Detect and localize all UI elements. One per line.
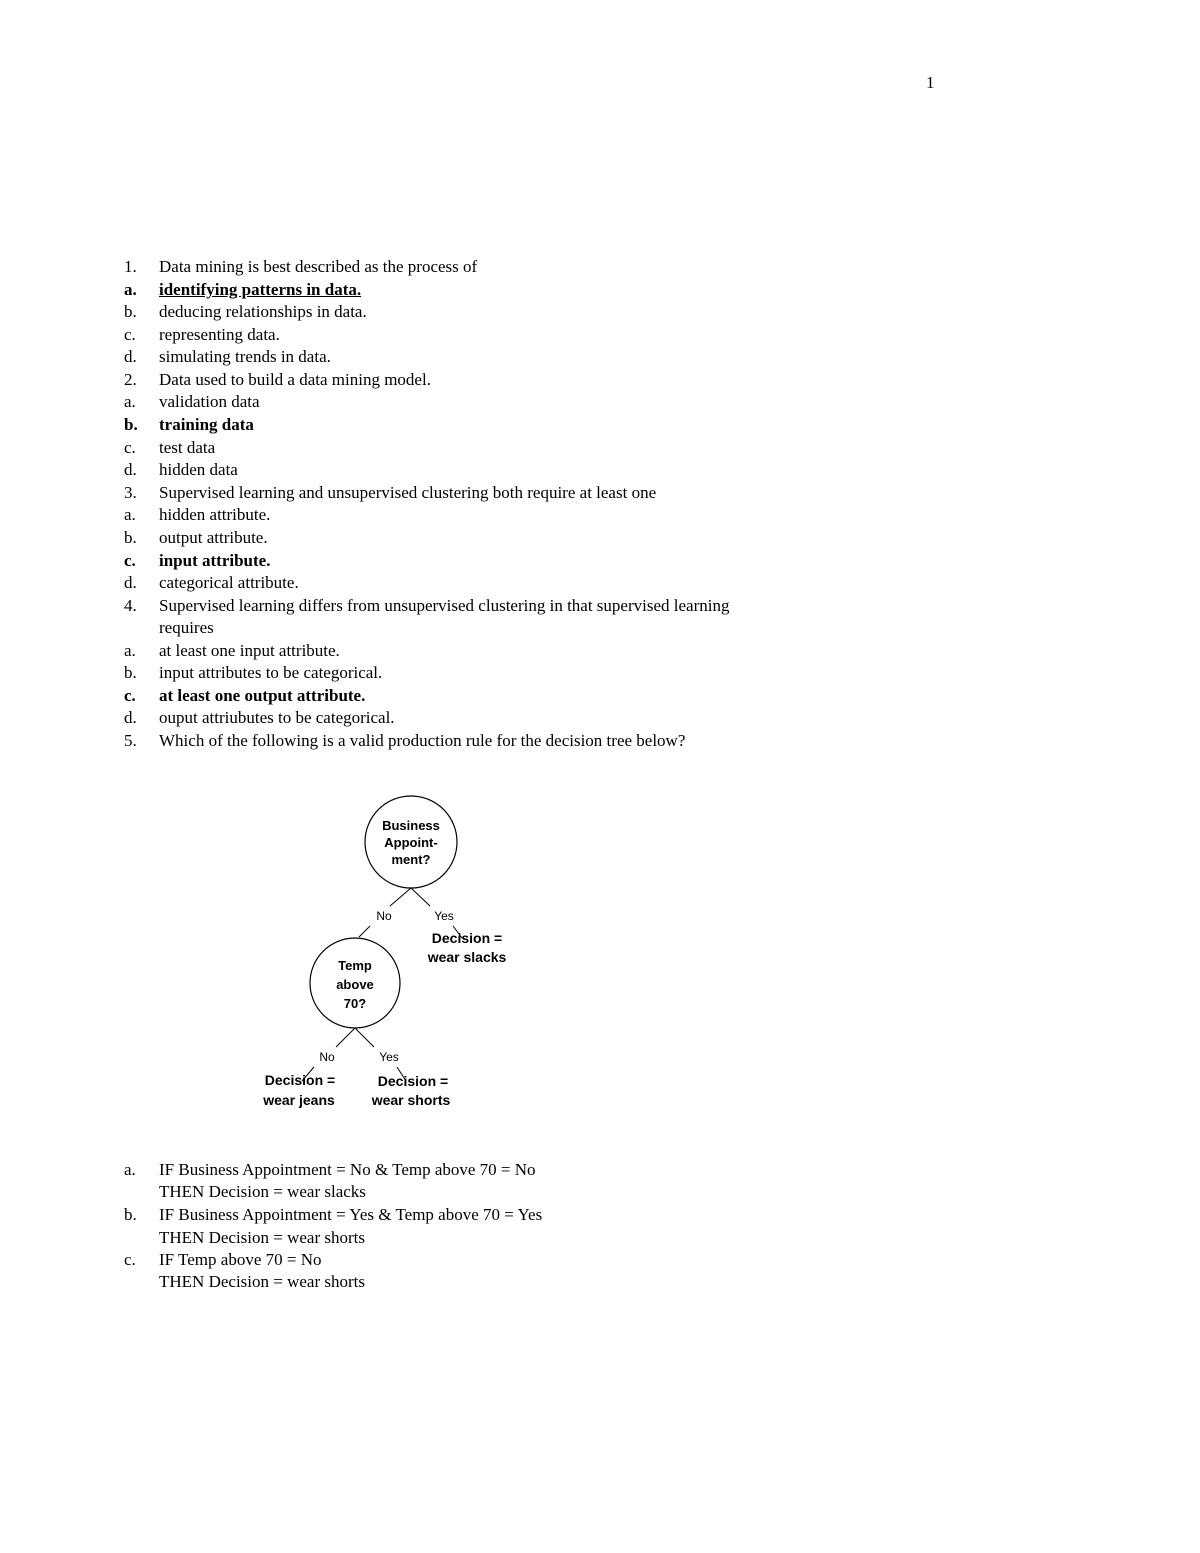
option-text: test data <box>159 438 216 457</box>
root-node-line2: Appoint- <box>384 835 438 850</box>
root-node-line3: ment? <box>391 852 431 867</box>
q5-option-a-line2: THEN Decision = wear slacks <box>159 1182 366 1201</box>
question-text: Supervised learning and unsupervised clustering both require at least one <box>159 483 657 502</box>
temp-node-line2: above <box>336 977 374 992</box>
option-text: IF Business Appointment = Yes & Temp above 70 = Yes <box>159 1205 543 1224</box>
option-label: d. <box>124 573 137 592</box>
temp-no-label: No <box>319 1050 335 1064</box>
option-label: a. <box>124 280 137 299</box>
option-text: ouput attriubutes to be categorical. <box>159 708 395 727</box>
temp-node-line3: 70? <box>343 996 367 1011</box>
leaf-shorts-line1: Decision = <box>377 1073 449 1089</box>
option-label: c. <box>124 686 136 705</box>
option-label: d. <box>124 460 137 479</box>
decision-tree-diagram <box>250 785 530 1115</box>
root-yes-label: Yes <box>434 909 454 923</box>
option-text: hidden attribute. <box>159 505 271 524</box>
temp-node-line1: Temp <box>338 958 372 973</box>
leaf-shorts-line2: wear shorts <box>371 1092 451 1108</box>
option-text: training data <box>159 415 254 434</box>
q5-option-b-line2: THEN Decision = wear shorts <box>159 1228 365 1247</box>
root-no-connector <box>359 926 370 937</box>
option-label: a. <box>124 392 136 411</box>
question-number: 2. <box>124 370 137 389</box>
question-number: 1. <box>124 257 137 276</box>
option-label: a. <box>124 1160 136 1179</box>
option-text: deducing relationships in data. <box>159 302 367 321</box>
question-text: Data used to build a data mining model. <box>159 370 431 389</box>
question-number: 3. <box>124 483 137 502</box>
option-label: b. <box>124 1205 137 1224</box>
page-number: 1 <box>926 73 935 92</box>
option-text: IF Business Appointment = No & Temp above 70 = No <box>159 1160 536 1179</box>
option-label: c. <box>124 551 136 570</box>
option-text: hidden data <box>159 460 238 479</box>
option-label: b. <box>124 415 138 434</box>
root-node-line1: Business <box>382 818 440 833</box>
option-text: at least one output attribute. <box>159 686 366 705</box>
option-text: IF Temp above 70 = No <box>159 1250 322 1269</box>
option-label: c. <box>124 1250 136 1269</box>
option-text: at least one input attribute. <box>159 641 340 660</box>
question-text-continuation: requires <box>159 618 214 637</box>
temp-branch-right <box>355 1028 374 1047</box>
question-text: Data mining is best described as the process of <box>159 257 478 276</box>
leaf-slacks-line2: wear slacks <box>427 949 507 965</box>
option-text: identifying patterns in data. <box>159 280 362 299</box>
root-no-label: No <box>376 909 392 923</box>
question-number: 5. <box>124 731 137 750</box>
option-text: validation data <box>159 392 260 411</box>
option-text: simulating trends in data. <box>159 347 331 366</box>
leaf-jeans-line2: wear jeans <box>263 1092 335 1108</box>
option-label: a. <box>124 505 136 524</box>
option-label: d. <box>124 347 137 366</box>
q5-option-c-line2: THEN Decision = wear shorts <box>159 1272 365 1291</box>
option-label: c. <box>124 438 136 457</box>
leaf-jeans-line1: Decision = <box>264 1072 336 1088</box>
option-text: categorical attribute. <box>159 573 299 592</box>
option-label: b. <box>124 528 137 547</box>
option-label: c. <box>124 325 136 344</box>
option-label: b. <box>124 663 137 682</box>
root-branch-left <box>390 888 411 906</box>
option-text: input attribute. <box>159 551 271 570</box>
question-text: Supervised learning differs from unsupervised clustering in that supervised learning <box>159 596 730 615</box>
question-number: 4. <box>124 596 137 615</box>
leaf-slacks-line1: Decision = <box>431 930 503 946</box>
temp-yes-label: Yes <box>379 1050 399 1064</box>
option-label: d. <box>124 708 137 727</box>
temp-branch-left <box>336 1028 355 1047</box>
option-text: input attributes to be categorical. <box>159 663 383 682</box>
option-text: representing data. <box>159 325 280 344</box>
option-label: a. <box>124 641 136 660</box>
root-branch-right <box>411 888 430 906</box>
option-text: output attribute. <box>159 528 268 547</box>
question-text: Which of the following is a valid production rule for the decision tree below? <box>159 731 686 750</box>
option-label: b. <box>124 302 137 321</box>
